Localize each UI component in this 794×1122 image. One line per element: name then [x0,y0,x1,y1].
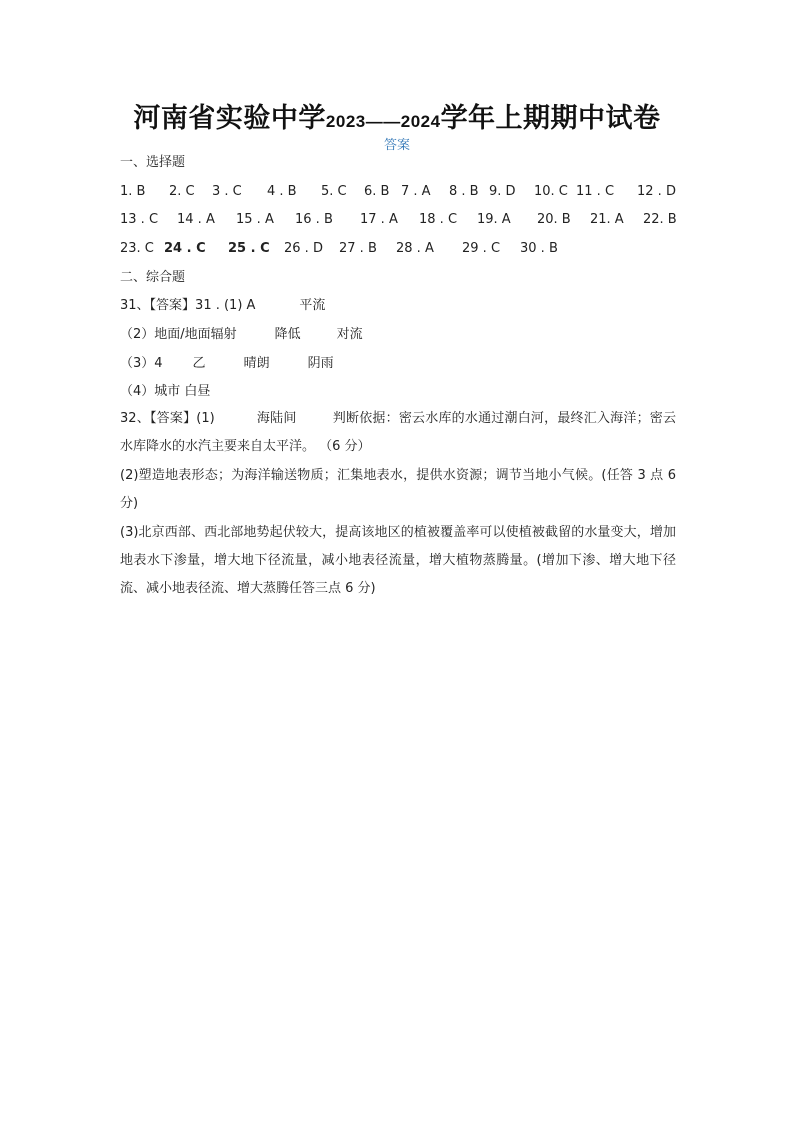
choice-answer: 1. B [120,184,146,199]
choice-answer: 14 . A [177,212,215,227]
title-term: 学年上期期中试卷 [440,103,661,134]
choice-answer: 21. A [590,212,624,227]
q31-answer-2a: 降低 [274,327,301,342]
choice-answer: 10. C [534,184,568,199]
q31-line-2 [120,326,363,344]
choice-answer: 17 . A [360,212,398,227]
choice-answer: 20. B [537,212,571,227]
q31-line-4: （4）城市 白昼 [120,384,211,399]
q31-prefix: 31、【答案】31 . (1) A [120,298,256,313]
q31-line-1 [120,297,325,315]
choice-answer: 27 . B [339,241,377,256]
q31-answer-3c: 阴雨 [307,356,334,371]
choice-answer: 23. C [120,241,154,256]
q32-part-2: (2)塑造地表形态；为海洋输送物质；汇集地表水，提供水资源；调节当地小气候。(任答 3 点 6 分) [120,468,676,511]
choice-answer: 29 . C [462,241,501,256]
section-heading-choice: 一、选择题 [120,155,186,170]
q31-line-3 [120,355,334,373]
title-years: 2023——2024 [325,112,441,131]
choice-answer: 15 . A [236,212,274,227]
choice-answer: 13 . C [120,212,159,227]
choice-answer: 11 . C [576,184,615,199]
q32-prefix: 32、【答案】(1) [120,411,215,426]
choice-answer: 26 . D [284,241,323,256]
choice-answer: 19. A [477,212,511,227]
answer-subtitle: 答案 [383,138,410,153]
choice-answer: 16 . B [295,212,333,227]
choice-answer: 4 . B [267,184,297,199]
choice-answer: 22. B [643,212,677,227]
choice-answer: 18 . C [419,212,458,227]
q31-answer-1: 平流 [299,298,326,313]
page-title [0,96,794,135]
q32-answer-1: 海陆间 [256,411,297,426]
choice-answer: 25 . C [228,241,270,256]
choice-answer: 3 . C [212,184,242,199]
choice-answer: 12 . D [637,184,676,199]
choice-answer: 8 . B [449,184,479,199]
q31-answer-3: （3）4 [120,356,163,371]
q31-answer-3a: 乙 [192,356,206,371]
choice-answer: 9. D [489,184,516,199]
choice-answer: 6. B [364,184,390,199]
q32-part-1 [120,405,676,461]
choice-answer: 24 . C [164,241,206,256]
q32-part-3: (3)北京西部、西北部地势起伏较大，提高该地区的植被覆盖率可以使植被截留的水量变大，增加地表水下渗量，增大地下径流量，减小地表径流量，增大植物蒸腾量。(增加下渗、增大地下径流、减小地表径流、增大蒸腾任答三点 6 分) [120,525,676,596]
q31-answer-3b: 晴朗 [243,356,270,371]
choice-answer: 2. C [169,184,195,199]
choice-answer: 30 . B [520,241,558,256]
q32-basis: 判断依据：密云水库的水通过潮白河，最终汇入海洋；密云水库降水的水汽主要来自太平洋。 （6 分） [120,411,676,454]
choice-answer: 28 . A [396,241,434,256]
q31-answer-2: （2）地面/地面辐射 [120,327,237,342]
choice-answer: 5. C [321,184,347,199]
section-heading-comprehensive: 二、综合题 [120,270,186,285]
title-school: 河南省实验中学 [133,103,326,134]
q31-answer-2b: 对流 [336,327,363,342]
choice-answer: 7 . A [401,184,431,199]
